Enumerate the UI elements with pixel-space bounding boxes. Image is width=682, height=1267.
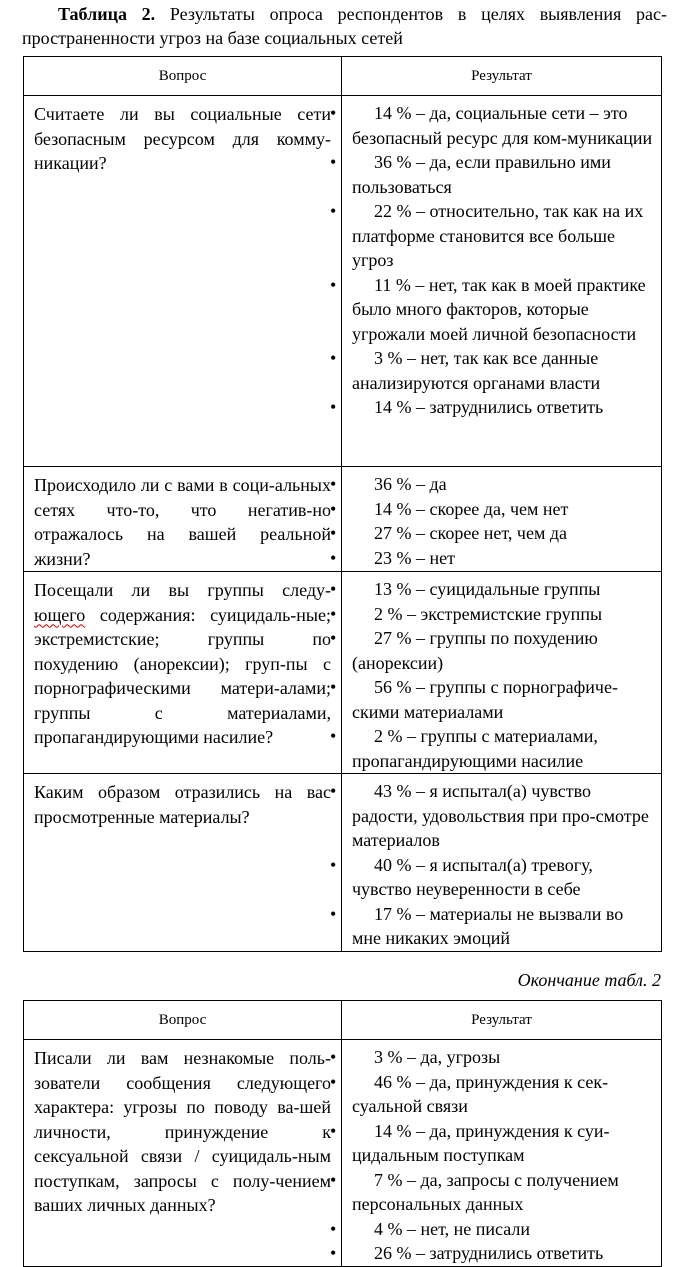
list-item: • 2 % – экстремистские группы (330, 603, 603, 624)
list-item: • 14 % – скорее да, чем нет (330, 498, 569, 519)
list-item: • 14 % – затруднились ответить (330, 397, 604, 417)
header-question: Вопрос (24, 1001, 342, 1040)
list-item: • 7 % – да, запросы с получением персональных данных (330, 1169, 619, 1214)
table-caption (22, 2, 667, 50)
continuation-label: Окончание табл. 2 (517, 970, 661, 990)
list-item: • 43 % – я испытал(а) чувство радости, удовольствия при про-смотре материалов (330, 781, 649, 850)
result-cell (330, 467, 662, 572)
question-cell: Посещали ли вы группы следу- ющего содержания: суицидаль-ные; экстремистские; группы по похудению (анорексии); груп-пы с порнографическими матери-алами; группы с материалами, пропагандирующими насилие? (24, 572, 342, 774)
question-cell: Считаете ли вы социальные сети безопасным ресурсом для комму-никации? (24, 96, 342, 467)
table-row (24, 467, 662, 572)
header-result: Результат (342, 1001, 662, 1040)
caption-label: Таблица 2. (58, 4, 156, 24)
list-item: • 11 % – нет, так как в моей практике было много факторов, которые угрожали моей личной безопасности (330, 274, 646, 344)
list-item: • 40 % – я испытал(а) тревогу, чувство неуверенности в себе (330, 854, 593, 899)
result-cell (330, 774, 662, 952)
result-cell (330, 96, 662, 467)
list-item: • 56 % – группы с порнографиче-скими материалами (330, 677, 618, 722)
result-cell (330, 572, 662, 774)
question-cell: Писали ли вам незнакомые поль-зователи сообщения следующего характера: угрозы по поводу ва-шей личности, принуждение к сексуальной связи / суицидаль-ным поступкам, запросы с полу-чением ваших личных данных? (24, 1040, 342, 1267)
header-row (24, 57, 662, 96)
header-row (24, 1001, 662, 1040)
survey-table-part1 (23, 56, 662, 952)
list-item: • 23 % – нет (330, 547, 455, 568)
list-item: • 3 % – да, угрозы (330, 1047, 501, 1067)
list-item: • 27 % – скорее нет, чем да (330, 523, 568, 543)
header-result: Результат (342, 57, 662, 96)
table-row (24, 1040, 662, 1267)
list-item: • 14 % – да, принуждения к суи-цидальным поступкам (330, 1120, 610, 1165)
header-question: Вопрос (24, 57, 342, 96)
caption-line1: Результаты опроса респондентов в целях выявления рас- (169, 4, 668, 24)
list-item: • 13 % – суицидальные группы (330, 579, 601, 599)
list-item: • 22 % – относительно, так как на их платформе становится все больше угроз (330, 201, 644, 270)
survey-table-part2 (23, 1000, 662, 1267)
list-item: • 46 % – да, принуждения к сек-суальной связи (330, 1071, 609, 1116)
table-row (24, 774, 662, 952)
result-cell (330, 1040, 662, 1267)
spellcheck-word: ющего (34, 604, 86, 625)
question-cell: Каким образом отразились на вас просмотренные материалы? (24, 774, 342, 952)
list-item: • 36 % – да (330, 474, 447, 494)
list-item: • 3 % – нет, так как все данные анализируются органами власти (330, 348, 601, 393)
table-row (24, 96, 662, 467)
list-item: • 17 % – материалы не вызвали во мне никаких эмоций (330, 903, 624, 948)
list-item: • 27 % – группы по похудению (анорексии) (330, 628, 598, 673)
table-row (24, 572, 662, 774)
list-item: • 4 % – нет, не писали (330, 1218, 530, 1239)
list-item: • 26 % – затруднились ответить (330, 1243, 604, 1263)
list-item: • 2 % – группы с материалами, пропагандирующими насилие (330, 726, 598, 771)
caption-line2: пространенности угроз на базе социальных сетей (22, 28, 403, 48)
question-cell: Происходило ли с вами в соци-альных сетях что-то, что негатив-но отражалось на вашей реальной жизни? (24, 467, 342, 572)
list-item: • 14 % – да, социальные сети – это безопасный ресурс для ком-муникации (330, 103, 653, 148)
list-item: • 36 % – да, если правильно ими пользоваться (330, 152, 611, 197)
